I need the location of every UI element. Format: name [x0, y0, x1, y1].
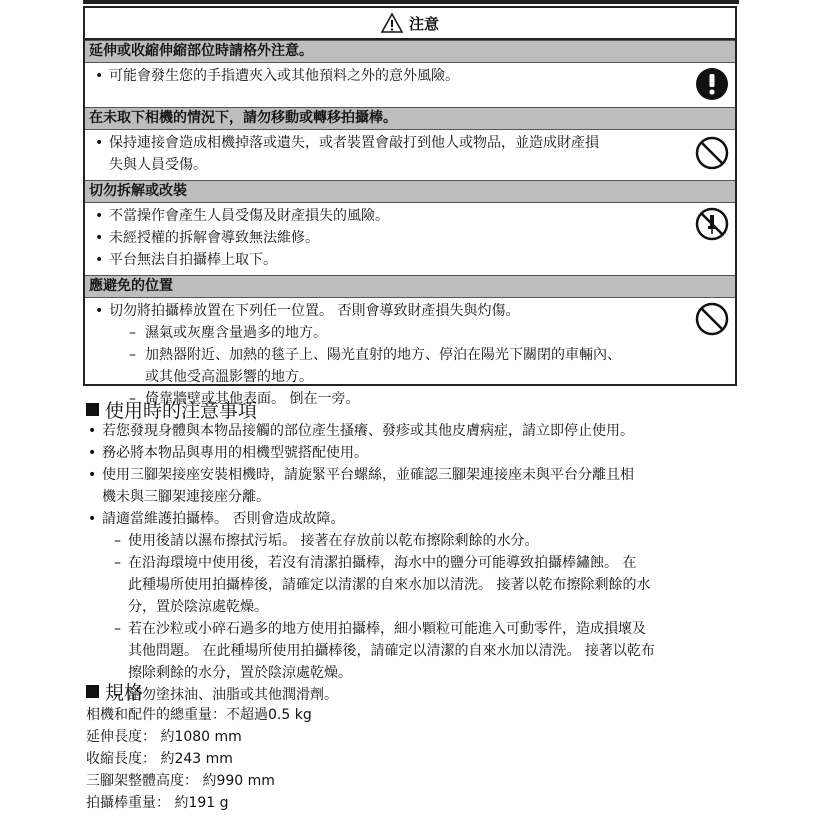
dash-item: – 加熱器附近、加熱的毯子上、陽光直射的地方、停泊在陽光下關閉的車輛內、	[91, 344, 665, 366]
caution-section-finger	[85, 40, 735, 107]
section-body	[85, 298, 735, 412]
list-item: • 未經授權的拆解會導致無法維修。	[91, 227, 665, 249]
top-rule	[83, 0, 739, 4]
section-body	[85, 130, 735, 180]
dash-item: – 使用後請以濕布擦拭污垢。 接著在存放前以乾布擦除剩餘的水分。	[86, 530, 746, 552]
list-item: • 若您發現身體與本物品接觸的部位產生搔癢、發疹或其他皮膚病症，請立即停止使用。	[86, 420, 746, 442]
list-item: • 使用三腳架接座安裝相機時，請旋緊平台螺絲，並確認三腳架連接座未與平台分離且相	[86, 464, 746, 486]
spec-row: 拍攝棒重量： 約191 g	[86, 795, 229, 811]
dash-item: – 倚靠牆壁或其他表面。 倒在一旁。	[91, 388, 665, 410]
spec-row: 收縮長度： 約243 mm	[86, 751, 233, 767]
caution-section-locations	[85, 275, 735, 412]
dash-item: – 濕氣或灰塵含量過多的地方。	[91, 322, 665, 344]
list-item: • 可能會發生您的手指遭夾入或其他預料之外的意外風險。	[91, 65, 665, 87]
specs-heading	[86, 678, 143, 705]
section-heading: 在未取下相機的情況下，請勿移動或轉移拍攝棒。	[85, 107, 735, 130]
prohibited-icon	[695, 136, 729, 170]
caution-section-move	[85, 107, 735, 180]
specs-heading-text: 規格	[105, 682, 144, 704]
usage-heading-text: 使用時的注意事項	[105, 400, 258, 422]
square-bullet-icon	[86, 403, 99, 416]
dash-item-cont: 其他問題。 在此種場所使用拍攝棒後，請確定以清潔的自來水加以清洗。 接著以乾布	[128, 643, 655, 659]
caution-section-disassembly	[85, 180, 735, 275]
dash-item: – 在沿海環境中使用後，若沒有清潔拍攝棒，海水中的鹽分可能導致拍攝棒鏽蝕。 在	[86, 552, 746, 574]
list-item: • 不當操作會產生人員受傷及財產損失的風險。	[91, 205, 665, 227]
section-heading: 應避免的位置	[85, 275, 735, 298]
dash-item-cont: 此種場所使用拍攝棒後，請確定以清潔的自來水加以清洗。 接著以乾布擦除剩餘的水	[128, 577, 651, 593]
section-body	[85, 203, 735, 275]
dash-item: – 請勿塗抹油、油脂或其他潤滑劑。	[86, 684, 746, 706]
caution-box	[83, 6, 737, 407]
warning-triangle-icon	[381, 13, 403, 33]
list-item-cont: 失與人員受傷。	[109, 157, 207, 173]
prohibited-icon	[695, 302, 729, 336]
dash-item-cont: 或其他受高溫影響的地方。	[145, 369, 313, 385]
spec-row: 三腳架整體高度： 約990 mm	[86, 773, 275, 789]
dash-item-cont: 分，置於陰涼處乾燥。	[128, 599, 268, 615]
dash-item-cont: 擦除剩餘的水分，置於陰涼處乾燥。	[128, 665, 352, 681]
caution-title: 注意	[408, 14, 439, 33]
spec-row: 延伸長度： 約1080 mm	[86, 729, 242, 745]
list-item: • 請適當維護拍攝棒。 否則會造成故障。	[86, 508, 746, 530]
usage-heading	[86, 396, 257, 423]
exclamation-icon	[695, 67, 729, 101]
square-bullet-icon	[86, 685, 99, 698]
usage-notes	[86, 420, 746, 706]
list-item: • 務必將本物品與專用的相機型號搭配使用。	[86, 442, 746, 464]
dash-item: – 若在沙粒或小碎石過多的地方使用拍攝棒，細小顆粒可能進入可動零件，造成損壞及	[86, 618, 746, 640]
list-item: • 平台無法自拍攝棒上取下。	[91, 249, 665, 271]
caution-header	[85, 8, 735, 40]
specs-list	[86, 704, 312, 814]
section-heading: 延伸或收縮伸縮部位時請格外注意。	[85, 40, 735, 63]
list-item: • 保持連接會造成相機掉落或遺失，或者裝置會敲打到他人或物品，並造成財產損	[91, 132, 665, 154]
no-disassembly-icon	[695, 207, 729, 241]
list-item: • 切勿將拍攝棒放置在下列任一位置。 否則會導致財產損失與灼傷。	[91, 300, 665, 322]
spec-row: 相機和配件的總重量：不超過0.5 kg	[86, 707, 312, 723]
section-body	[85, 63, 735, 107]
list-item-cont: 機未與三腳架連接座分離。	[102, 489, 270, 505]
section-heading: 切勿拆解或改裝	[85, 180, 735, 203]
